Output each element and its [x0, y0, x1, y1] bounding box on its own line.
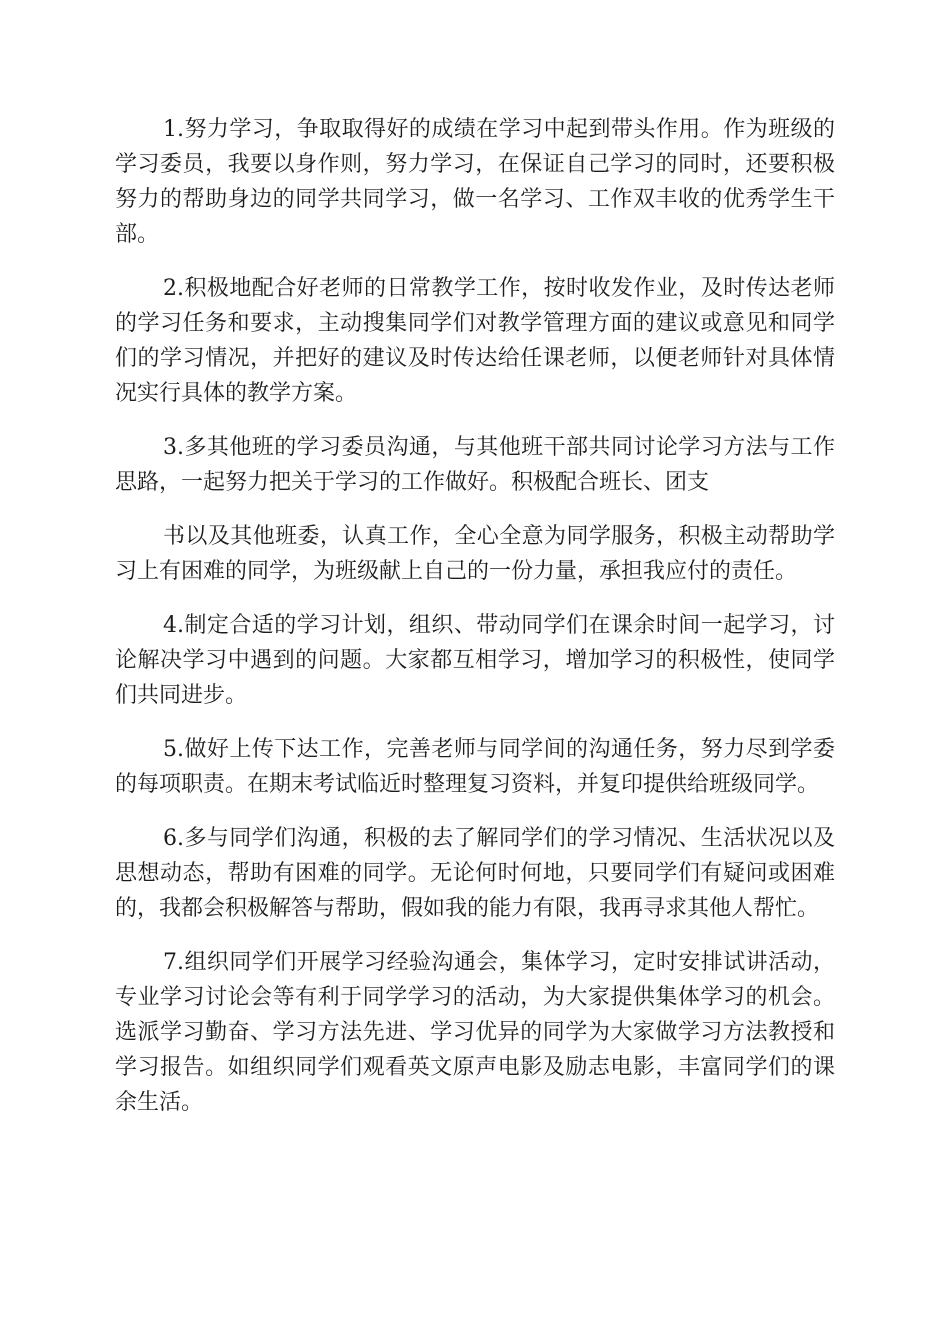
- paragraph-1: 1.努力学习，争取取得好的成绩在学习中起到带头作用。作为班级的学习委员，我要以身作则，努力学习，在保证自己学习的同时，还要积极努力的帮助身边的同学共同学习，做一名学习、工作双丰收的优秀学生干部。: [115, 117, 835, 247]
- paragraph-5: 5.做好上传下达工作，完善老师与同学间的沟通任务，努力尽到学委的每项职责。在期末考试临近时整理复习资料，并复印提供给班级同学。: [115, 737, 835, 797]
- paragraph-4: 4.制定合适的学习计划，组织、带动同学们在课余时间一起学习，讨论解决学习中遇到的问题。大家都互相学习，增加学习的积极性，使同学们共同进步。: [115, 613, 835, 708]
- paragraph-3-continued: 书以及其他班委，认真工作，全心全意为同学服务，积极主动帮助学习上有困难的同学，为班级献上自己的一份力量，承担我应付的责任。: [115, 524, 835, 584]
- paragraph-3: 3.多其他班的学习委员沟通，与其他班干部共同讨论学习方法与工作思路，一起努力把关于学习的工作做好。积极配合班长、团支: [115, 435, 835, 495]
- document-body: [115, 112, 835, 1139]
- paragraph-7: 7.组织同学们开展学习经验沟通会，集体学习，定时安排试讲活动，专业学习讨论会等有利于同学学习的活动，为大家提供集体学习的机会。选派学习勤奋、学习方法先进、学习优异的同学为大家做学习方法教授和学习报告。如组织同学们观看英文原声电影及励志电影，丰富同学们的课余生活。: [115, 950, 835, 1115]
- paragraph-2: 2.积极地配合好老师的日常教学工作，按时收发作业，及时传达老师的学习任务和要求，主动搜集同学们对教学管理方面的建议或意见和同学们的学习情况，并把好的建议及时传达给任课老师，以便老师针对具体情况实行具体的教学方案。: [115, 276, 835, 406]
- paragraph-6: 6.多与同学们沟通，积极的去了解同学们的学习情况、生活状况以及思想动态，帮助有困难的同学。无论何时何地，只要同学们有疑问或困难的，我都会积极解答与帮助，假如我的能力有限，我再寻求其他人帮忙。: [115, 826, 835, 921]
